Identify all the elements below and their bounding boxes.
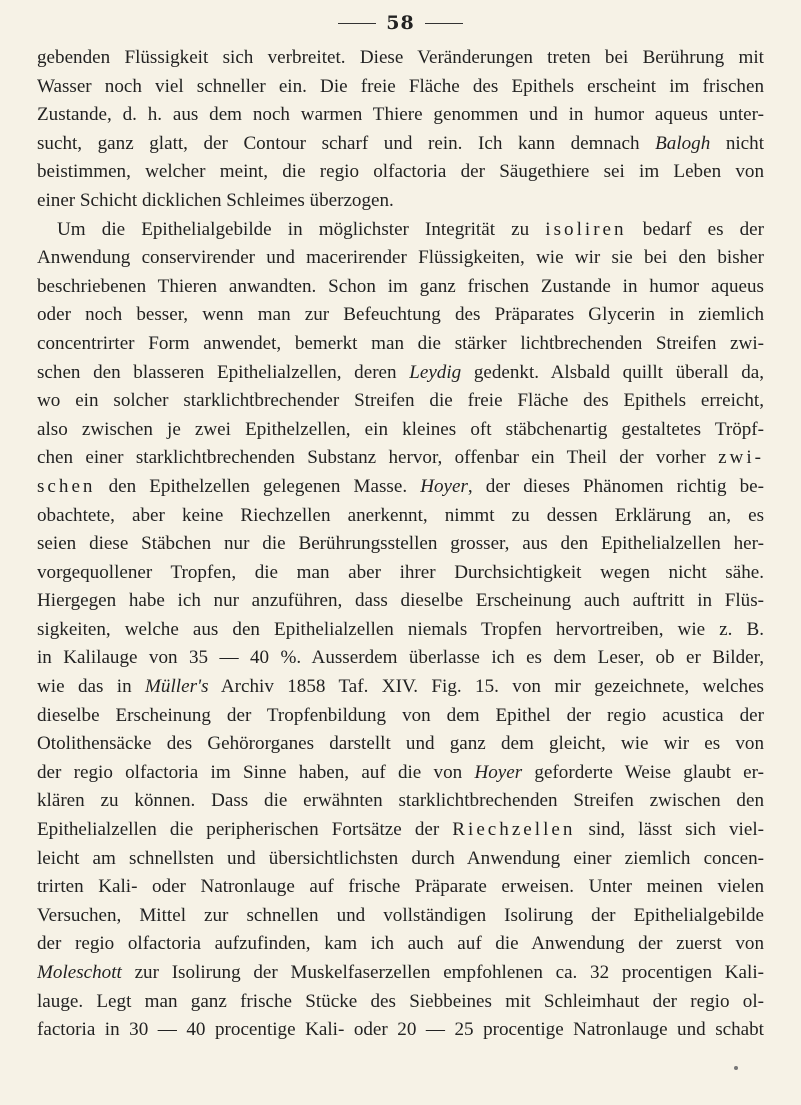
text-line [37,359,764,388]
text-line [37,44,764,73]
line-text: Anwendung conservirender und macerirender Flüssigkeiten, wie wir sie bei den bisher [37,247,764,269]
spaced-emphasis: isoliren [545,218,627,240]
line-text: dieselbe Erscheinung der Tropfenbildung von dem Epithel der regio acustica der [37,704,764,726]
line-text: einer Schicht dicklichen Schleimes überzogen. [37,189,394,211]
line-text: Epithelialzellen die peripherischen Fortsätze der [37,819,453,841]
text-line [37,787,764,816]
header-rule-right [425,23,463,24]
line-text: oder noch besser, wenn man zur Befeuchtung des Präparates Glycerin in ziemlich [37,304,764,326]
line-text: vorgequollener Tropfen, die man aber ihrer Durchsichtigkeit wegen nicht sähe. [37,561,764,583]
line-text: schen den blasseren Epithelialzellen, deren [37,361,410,383]
text-line [37,702,764,731]
text-line [37,559,764,588]
text-line [37,216,764,245]
page-header [0,8,801,38]
text-line [37,816,764,845]
text-line [37,530,764,559]
header-rule-left [338,23,376,24]
line-text: klären zu können. Dass die erwähnten starklichtbrechenden Streifen zwischen den [37,790,764,812]
text-line [37,273,764,302]
text-line [37,988,764,1017]
text-line [37,387,764,416]
line-text: wie das in [37,676,146,698]
text-line [37,930,764,959]
line-text: Wasser noch viel schneller ein. Die freie Fläche des Epithels erscheint im frischen [37,75,764,97]
line-text: trirten Kali- oder Natronlauge auf frische Präparate erweisen. Unter meinen vielen [37,876,764,898]
line-text: lauge. Legt man ganz frische Stücke des Siebbeines mit Schleimhaut der regio ol- [37,990,764,1012]
line-text: sucht, ganz glatt, der Contour scharf und rein. Ich kann demnach [37,132,656,154]
line-text: obachtete, aber keine Riechzellen anerkennt, nimmt zu dessen Erklärung an, es [37,504,764,526]
line-text: beschriebenen Thieren anwandten. Schon im ganz frischen Zustande in humor aqueus [37,275,764,297]
line-text: also zwischen je zwei Epithelzellen, ein kleines oft stäbchenartig gestaltetes Tröpf- [37,418,764,440]
author-name: Hoyer [420,475,468,497]
page-number: 58 [386,12,415,34]
line-text: sigkeiten, welche aus den Epithelialzellen niemals Tropfen hervortreiben, wie z. B. [37,618,764,640]
body-text [37,44,764,1045]
text-line [37,158,764,187]
line-text-continued: geforderte Weise glaubt er- [522,761,764,783]
text-line [37,187,764,216]
author-name: Moleschott [37,962,122,983]
line-text: Um die Epithelialgebilde in möglichster Integrität zu [57,218,546,240]
line-text: gebenden Flüssigkeit sich verbreitet. Diese Veränderungen treten bei Berührung mit [37,47,764,68]
line-text-continued: Archiv 1858 Taf. XIV. Fig. 15. von mir gezeichnete, welches [208,676,764,698]
line-text: Hiergegen habe ich nur anzuführen, dass dieselbe Erscheinung auch auftritt in Flüs- [37,590,764,612]
line-text-continued: bedarf es der [626,218,764,240]
text-line [37,101,764,130]
author-name: Müller's [145,676,209,698]
text-line [37,473,764,502]
spaced-emphasis: schen [37,475,96,497]
line-text: Versuchen, Mittel zur schnellen und vollständigen Isolirung der Epithelialgebilde [37,904,764,926]
text-line [37,416,764,445]
line-text: concentrirter Form anwendet, bemerkt man die stärker lichtbrechenden Streifen zwi- [37,332,764,354]
text-line [37,959,764,988]
text-line [37,616,764,645]
author-name: Balogh [655,132,711,154]
line-text: Zustande, d. h. aus dem noch warmen Thiere genommen und in humor aqueus unter- [37,104,764,126]
line-text: leicht am schnellsten und übersichtlichsten durch Anwendung einer ziemlich concen- [37,847,764,869]
text-line [37,673,764,702]
text-line [37,330,764,359]
line-text-continued: den Epithelzellen gelegenen Masse. [95,475,421,497]
text-line [37,902,764,931]
text-line [37,130,764,159]
line-text: factoria in 30 — 40 procentige Kali- oder 20 — 25 procentige Natronlauge und schabt [37,1019,764,1041]
text-line [37,73,764,102]
text-line [37,444,764,473]
text-line [37,244,764,273]
text-line [37,587,764,616]
line-text-continued: zur Isolirung der Muskelfaserzellen empfohlenen ca. 32 procentigen Kali- [121,962,764,983]
line-text: chen einer starklichtbrechenden Substanz hervor, offenbar ein Theil der vorher [37,447,719,469]
line-text: Otolithensäcke des Gehörorganes darstellt und ganz dem gleicht, wie wir es von [37,733,764,755]
author-name: Leydig [409,361,462,383]
line-text-continued: gedenkt. Alsbald quillt überall da, [461,361,764,383]
text-line [37,301,764,330]
spaced-emphasis: zwi- [718,447,764,469]
line-text: der regio olfactoria aufzufinden, kam ich auch auf die Anwendung der zuerst von [37,933,764,955]
text-line [37,644,764,673]
author-name: Hoyer [474,761,523,783]
line-text: wo ein solcher starklichtbrechender Streifen die freie Fläche des Epithels erreicht, [37,390,764,412]
line-text-continued: nicht [710,132,764,154]
text-line [37,1016,764,1045]
line-text-tail: , der dieses Phänomen richtig be- [467,475,764,497]
text-line [37,845,764,874]
text-line [37,502,764,531]
text-line [37,873,764,902]
line-text-continued: sind, lässt sich viel- [575,819,764,841]
line-text: beistimmen, welcher meint, die regio olfactoria der Säugethiere sei im Leben von [37,161,764,183]
line-text: der regio olfactoria im Sinne haben, auf die von [37,761,475,783]
line-text: in Kalilauge von 35 — 40 %. Ausserdem überlasse ich es dem Leser, ob er Bilder, [37,647,764,669]
line-text: seien diese Stäbchen nur die Berührungsstellen grosser, aus den Epithelialzellen her- [37,533,764,555]
print-speck [734,1066,738,1070]
spaced-emphasis: Riechzellen [452,819,576,841]
text-line [37,730,764,759]
text-line [37,759,764,788]
